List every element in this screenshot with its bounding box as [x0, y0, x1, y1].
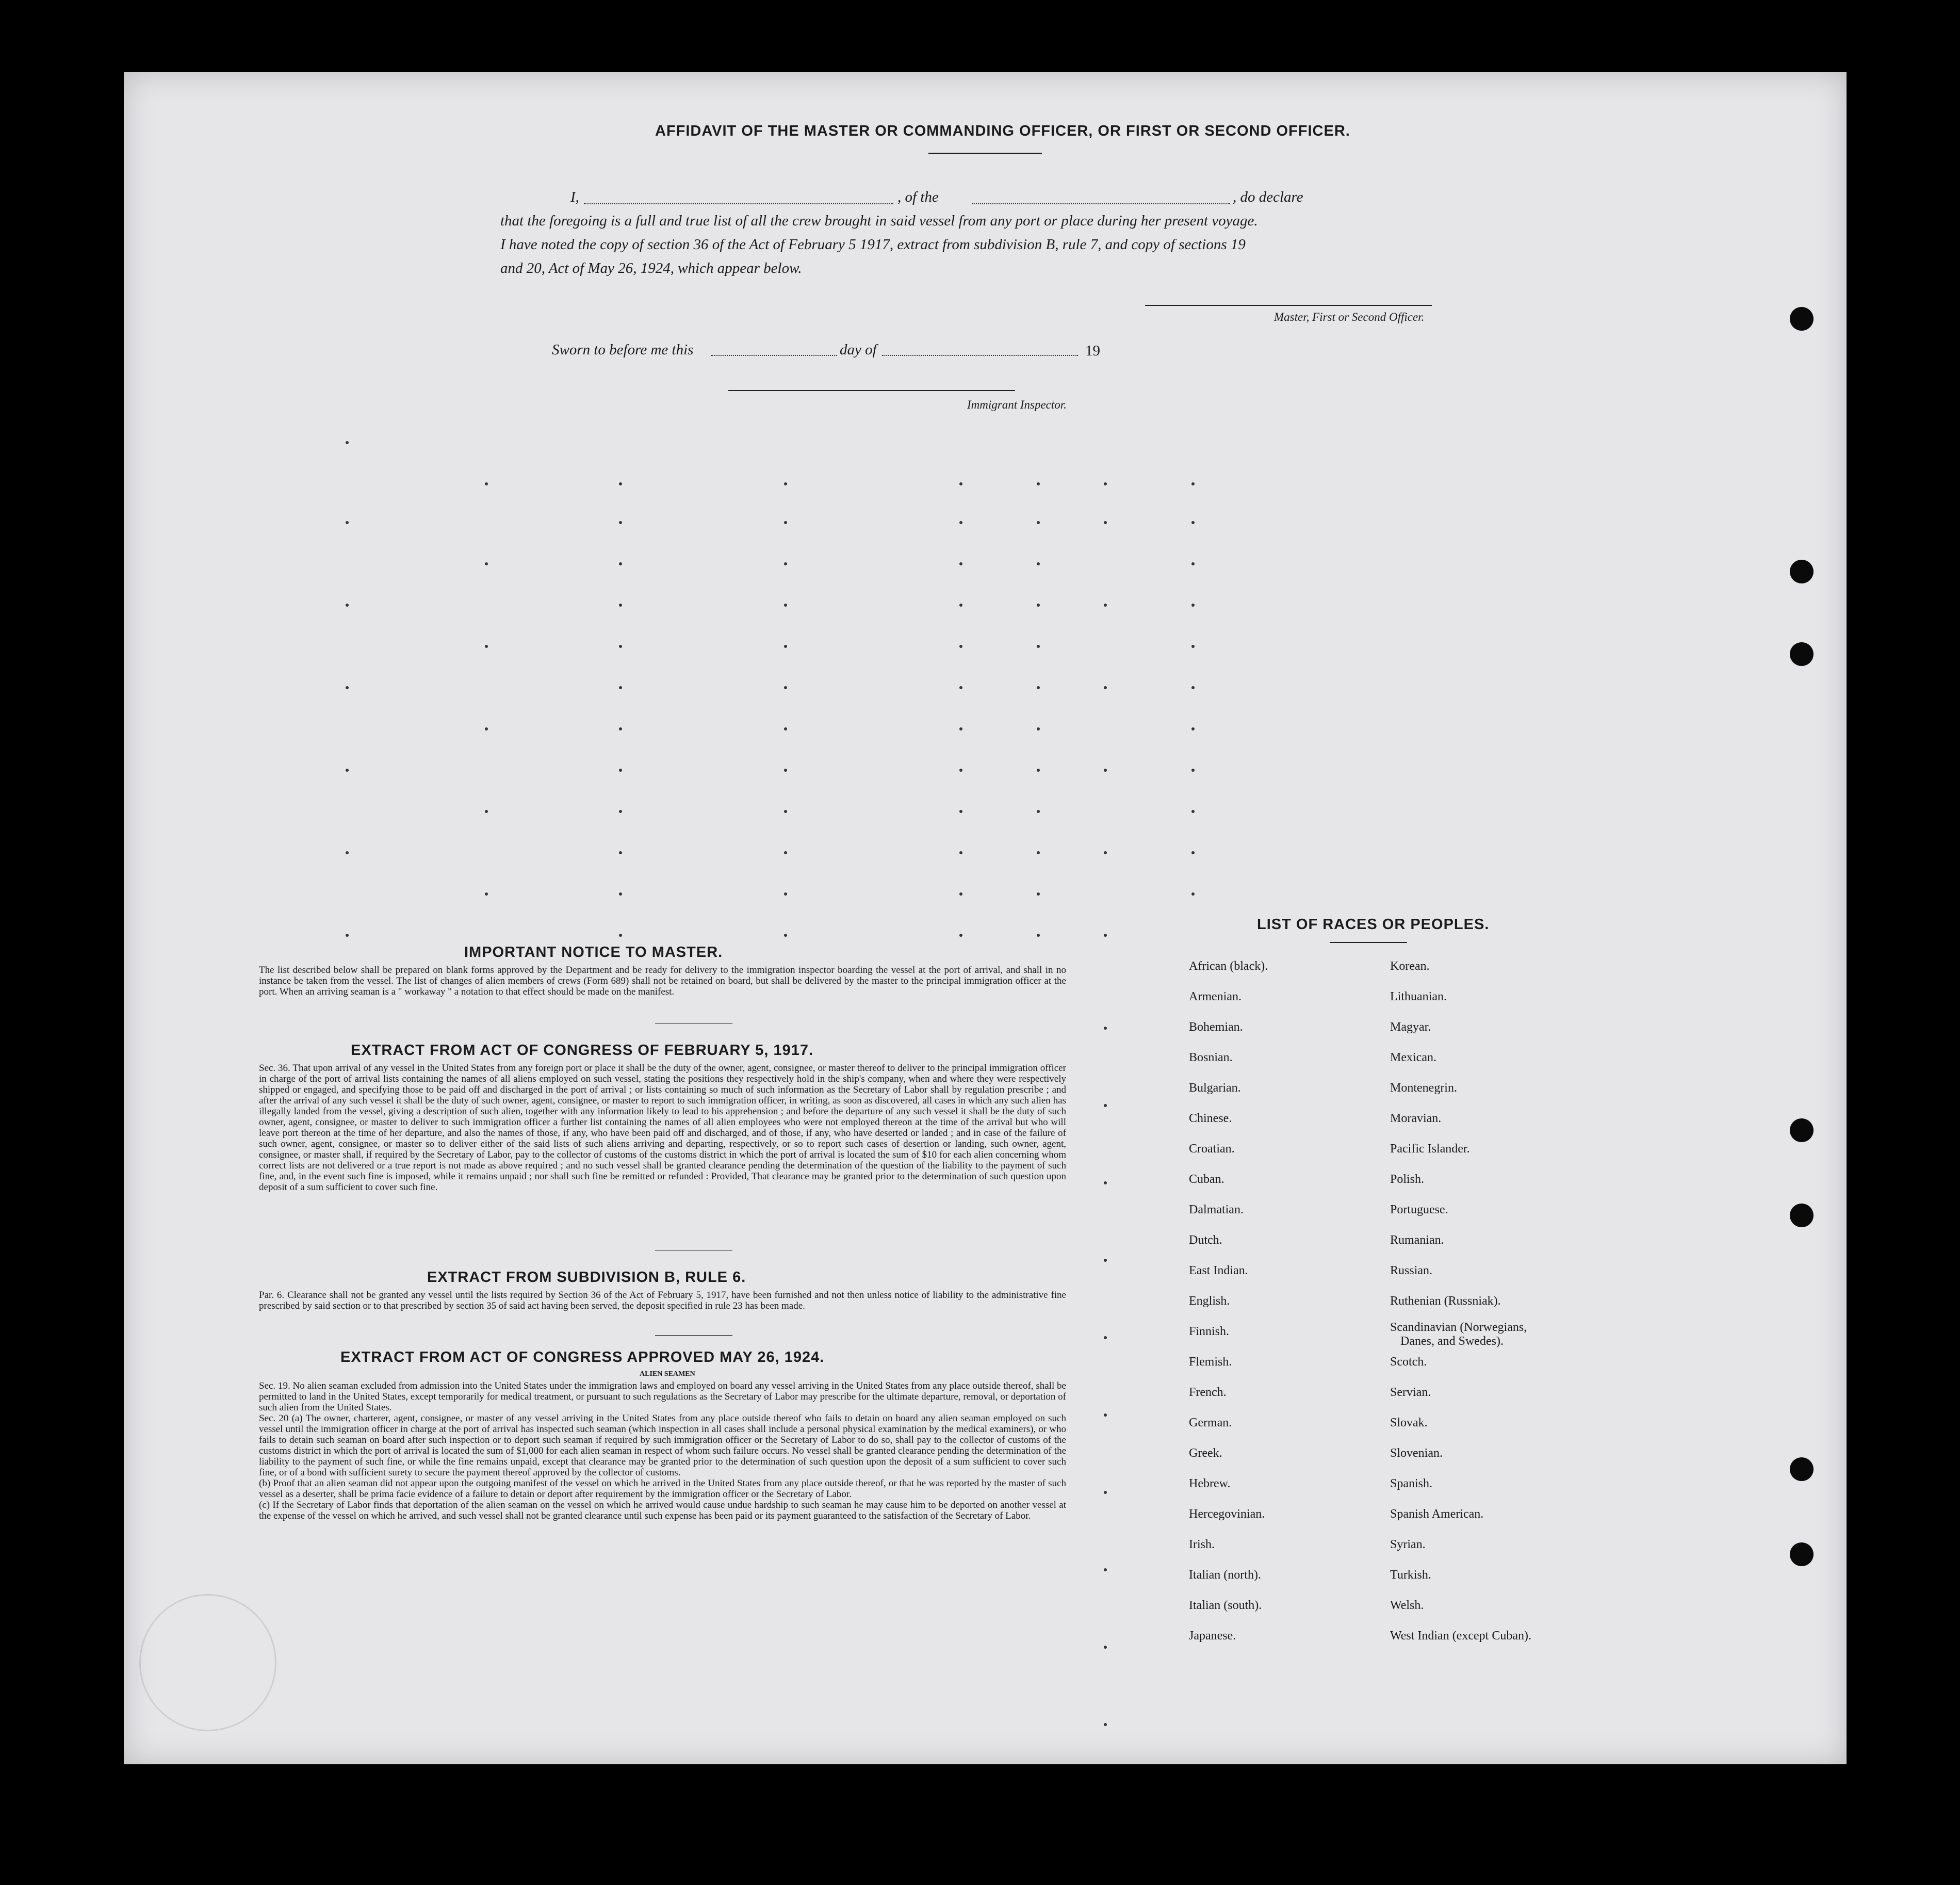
race-right: Welsh.: [1390, 1599, 1424, 1612]
race-left: Italian (north).: [1189, 1568, 1261, 1582]
sec-19-text: Sec. 19. No alien seaman excluded from admission into the United States under the immigration laws and employed on board any vessel arriving in the United States from any place outside thereof, shall be permitted to land in the United States, except temporarily for medical treatment, or pursuant to such regulations as the Secretary of Labor may prescribe for the ultimate departure, removal, or deportation of such alien from the United States.: [259, 1380, 1066, 1413]
affidavit-declare-label: , do declare: [1233, 189, 1303, 205]
signature-line[interactable]: [1145, 305, 1432, 306]
race-left: Greek.: [1189, 1447, 1222, 1460]
affidavit-line3: I have noted the copy of section 36 of the Act of February 5 1917, extract from subdivision B, rule 7, and copy of sections 19: [500, 236, 1246, 253]
race-left: Finnish.: [1189, 1325, 1230, 1338]
sec-20a-text: Sec. 20 (a) The owner, charterer, agent, consignee, or master of any vessel arriving in the United States from any place outside thereof who fails to detain on board any alien seaman employed on such vessel until the immigration officer in charge at the port of arrival has inspected such seaman (which inspection in all cases shall include a personal physical examination by the medical examiners), or who fails to detain such seaman on board after such inspection or to deport such seaman if required by such immigration officer or the Secretary of Labor to do so, shall pay to the collector of customs of the customs district in which the port of arrival is located the sum of $1,000 for each alien seaman in respect of whom such failure occurs. No vessel shall be granted clearance pending the determination of the liability to the payment of such fine, or while the fine remains unpaid, except that clearance may be granted prior to the determination of such question upon the deposit of a sum sufficient to cover such fine, or of a bond with sufficient surety to secure the payment thereof approved by the collector of customs.: [259, 1413, 1066, 1478]
race-right: Lithuanian.: [1390, 990, 1447, 1003]
race-right: Montenegrin.: [1390, 1081, 1457, 1095]
year-label: 19: [1085, 343, 1100, 359]
race-right: Portuguese.: [1390, 1203, 1448, 1216]
race-right: Pacific Islander.: [1390, 1142, 1470, 1156]
notice-text: The list described below shall be prepared on blank forms approved by the Department and be ready for delivery to the immigration inspector boarding the vessel at the port of arrival, and shall in no instance be taken from the vessel. The list of changes of alien members of crews (Form 689) shall not be retained on board, but shall be delivered by the master to the principal immigration officer at the port. When an arriving seaman is a " workaway " a notation to that effect should be made on the manifest.: [259, 965, 1066, 997]
race-left: Armenian.: [1189, 990, 1242, 1003]
embossed-seal: [139, 1594, 276, 1731]
race-left: French.: [1189, 1386, 1227, 1399]
race-right: Mexican.: [1390, 1051, 1436, 1064]
subdivision-divider: [655, 1335, 732, 1336]
race-right: Slovenian.: [1390, 1447, 1443, 1460]
race-left: Dalmatian.: [1189, 1203, 1244, 1216]
extract-1917-text: Sec. 36. That upon arrival of any vessel in the United States from any foreign port or place it shall be the duty of the owner, agent, consignee, or master thereof to deliver to the principal immigration officer in charge of the port of arrival lists containing the names of all aliens employed on such vessel, stating the positions they respectively hold in the ship's company, when and where they were respectively shipped or engaged, and specifying those to be paid off and discharged in the port of arrival ; or lists containing so much of such information as the Secretary of Labor shall by regulation prescribe ; and after the arrival of any such vessel it shall be the duty of such owner, agent, consignee, or master to report to such immigration officer, in writing, as soon as discovered, all cases in which any such alien has illegally landed from the vessel, giving a description of such alien, together with any information likely to lead to his apprehension ; and before the departure of any such vessel it shall be the duty of such owner, agent, consignee, or master to deliver to such immigration officer a further list containing the names of all alien employees who were not employed thereon at the time of the arrival but who will leave port thereon at the time of her departure, and also the names of those, if any, who have been paid off and discharged, and of those, if any, who have deserted or landed ; and in case of the failure of such owner, agent, consignee, or master so to deliver either of the said lists of such aliens arriving and departing, respectively, or so to report such cases of desertion or landing, such owner, agent, consignee, or master shall, if required by the Secretary of Labor, pay to the collector of customs of the customs district in which the port of arrival is located the sum of $10 for each alien concerning whom correct lists are not delivered or a true report is not made as above required ; and no such vessel shall be granted clearance pending the determination of the question of the liability to the payment of such fine, and, in the event such fine is imposed, while it remains unpaid ; nor shall such fine be remitted or refunded : Provided, That clearance may be granted prior to the determination of such question upon deposit of a sum sufficient to cover such fine.: [259, 1063, 1066, 1193]
affidavit-of-the-label: , of the: [897, 189, 939, 205]
race-left: Bohemian.: [1189, 1020, 1243, 1034]
subdivision-title: EXTRACT FROM SUBDIVISION B, RULE 6.: [427, 1269, 746, 1286]
inspector-signature-line[interactable]: [728, 390, 1015, 391]
signature-caption: Master, First or Second Officer.: [1274, 311, 1425, 323]
race-right: Slovak.: [1390, 1416, 1428, 1429]
race-left: Cuban.: [1189, 1173, 1224, 1186]
race-right: Scandinavian (Norwegians,: [1390, 1321, 1527, 1334]
sec-20c-text: (c) If the Secretary of Labor finds that deportation of the alien seaman on the vessel on which he arrived would cause undue hardship to such seaman he may cause him to be deported on another vessel at the expense of the vessel on which he arrived, and such vessel shall not be granted clearance until such expense has been paid or its payment guaranteed to the satisfaction of the Secretary of Labor.: [259, 1500, 1066, 1521]
inspector-caption: Immigrant Inspector.: [967, 398, 1067, 411]
subdivision-text: Par. 6. Clearance shall not be granted any vessel until the lists required by Section 36 of the Act of February 5, 1917, have been furnished and not then unless notice of liability to the administrative fine prescribed by said section or to that prescribed by section 35 of said act having been served, the deposit specified in rule 23 has been made.: [259, 1290, 1066, 1311]
punch-hole: [1790, 1204, 1814, 1227]
race-right: Korean.: [1390, 960, 1430, 973]
punch-hole: [1790, 1118, 1814, 1142]
race-left: East Indian.: [1189, 1264, 1248, 1277]
race-left: Japanese.: [1189, 1629, 1236, 1643]
race-right: Spanish American.: [1390, 1507, 1484, 1521]
race-right: Russian.: [1390, 1264, 1433, 1277]
race-right: Syrian.: [1390, 1538, 1426, 1551]
race-left: Bosnian.: [1189, 1051, 1233, 1064]
races-title: LIST OF RACES OR PEOPLES.: [1257, 916, 1490, 933]
notice-title: IMPORTANT NOTICE TO MASTER.: [464, 944, 723, 961]
punch-hole: [1790, 1542, 1814, 1566]
race-right: Turkish.: [1390, 1568, 1431, 1582]
race-left: Chinese.: [1189, 1112, 1232, 1125]
race-right: Spanish.: [1390, 1477, 1433, 1490]
race-right: Polish.: [1390, 1173, 1425, 1186]
punch-hole: [1790, 1457, 1814, 1481]
alien-seamen-subtitle: ALIEN SEAMEN: [640, 1370, 695, 1378]
race-right: Magyar.: [1390, 1020, 1431, 1034]
punch-hole: [1790, 307, 1814, 331]
race-left: English.: [1189, 1294, 1230, 1308]
sworn-day-field-line[interactable]: [711, 355, 837, 356]
race-right: Moravian.: [1390, 1112, 1442, 1125]
affidavit-i-label: I,: [570, 189, 579, 205]
race-left: German.: [1189, 1416, 1232, 1429]
extract-1924-body: [259, 1380, 1066, 1521]
race-left: Irish.: [1189, 1538, 1215, 1551]
race-left: Hercegovinian.: [1189, 1507, 1265, 1521]
race-right-continuation: Danes, and Swedes).: [1400, 1335, 1504, 1348]
punch-hole: [1790, 560, 1814, 583]
affidavit-line2: that the foregoing is a full and true list of all the crew brought in said vessel from any port or place during her present voyage.: [500, 213, 1258, 229]
race-left: Italian (south).: [1189, 1599, 1262, 1612]
sec-20b-text: (b) Proof that an alien seaman did not appear upon the outgoing manifest of the vessel on which he arrived in the United States from any place outside thereof, or that he was reported by the master of such vessel as a deserter, shall be prima facie evidence of a failure to detain or deport after requirement by the immigration officer or the Secretary of Labor.: [259, 1478, 1066, 1500]
vessel-field-line[interactable]: [972, 203, 1230, 204]
race-right: Ruthenian (Russniak).: [1390, 1294, 1501, 1308]
race-right: Rumanian.: [1390, 1233, 1444, 1247]
day-of-label: day of: [840, 342, 877, 358]
race-left: Hebrew.: [1189, 1477, 1231, 1490]
race-left: Croatian.: [1189, 1142, 1235, 1156]
affidavit-title: AFFIDAVIT OF THE MASTER OR COMMANDING OFFICER, OR FIRST OR SECOND OFFICER.: [655, 123, 1350, 139]
extract-1924-title: EXTRACT FROM ACT OF CONGRESS APPROVED MAY 26, 1924.: [340, 1349, 825, 1366]
race-left: Flemish.: [1189, 1355, 1232, 1369]
race-right: Servian.: [1390, 1386, 1431, 1399]
form-page: [124, 72, 1847, 1764]
sworn-month-field-line[interactable]: [882, 355, 1078, 356]
race-left: African (black).: [1189, 960, 1268, 973]
race-right: West Indian (except Cuban).: [1390, 1629, 1531, 1643]
race-left: Bulgarian.: [1189, 1081, 1241, 1095]
races-underline: [1330, 942, 1407, 943]
extract-1917-title: EXTRACT FROM ACT OF CONGRESS OF FEBRUARY 5, 1917.: [351, 1042, 814, 1059]
punch-hole: [1790, 642, 1814, 666]
affidavit-line4: and 20, Act of May 26, 1924, which appear below.: [500, 260, 802, 277]
name-field-line[interactable]: [584, 203, 893, 204]
title-underline: [928, 153, 1042, 154]
race-left: Dutch.: [1189, 1233, 1222, 1247]
race-right: Scotch.: [1390, 1355, 1427, 1369]
sworn-label: Sworn to before me this: [552, 342, 694, 358]
